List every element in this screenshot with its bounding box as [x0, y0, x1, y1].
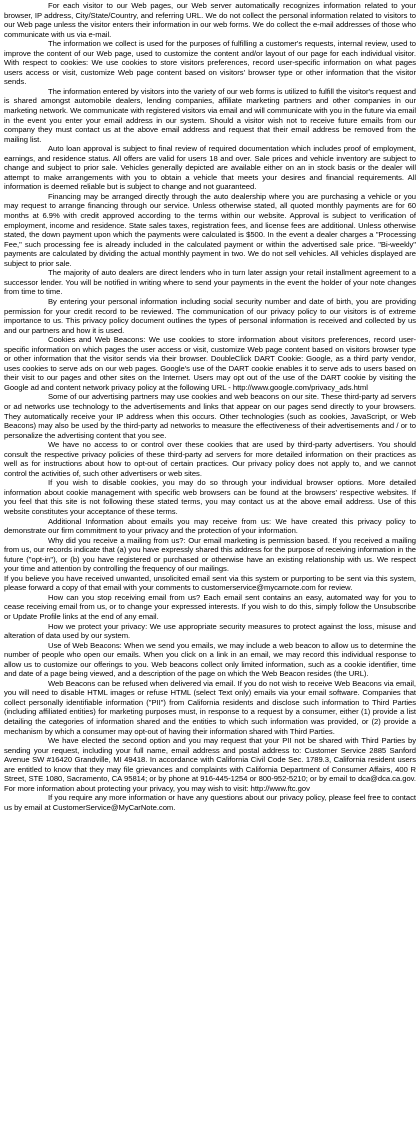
policy-paragraph: By entering your personal information including social security number and date of birth, you are providing permission for your credit record to be reviewed. The communication of our privacy policy to our visitors is of extreme importance to us. This privacy policy document outlines the types of personal information is received and collected by us and our partners and how it is used. [4, 296, 416, 335]
policy-paragraph: Why did you receive a mailing from us?: Our email marketing is permission based. If you received a mailing from us, our records indicate that (a) you have expressly shared this address for the purpose of receiving information in the future ("opt-in"), or (b) you have registered or purchased or otherwise have an existing relationship with us. We respect your time and attention by controlling the frequency of our mailings. [4, 535, 416, 574]
policy-paragraph: Additional Information about emails you may receive from us: We have created this privacy policy to demonstrate our firm commitment to your privacy and the protection of your information. [4, 516, 416, 536]
policy-paragraph: Web Beacons can be refused when delivered via email. If you do not wish to receive Web Beacons via email, you will need to disable HTML images or refuse HTML (select Text only) emails via your email software. Companies that collect personally identifiable information ("PII") from California residents and disclose such information to Third Parties (including affiliated entities) for marketing purposes must, in response to a request by a consumer, either (1) provide a list detailing the categories of information shared and the entities to which such information was provided, or (2) provide a mechanism by which a consumer may opt-out of having their information shared with Third Parties. [4, 678, 416, 736]
policy-paragraph: Financing may be arranged directly through the auto dealership where you are purchasing a vehicle or you may request to arrange financing through our service. Unless otherwise stated, all quoted monthly payments are for 60 months at 6.9% with credit approved according to the terms within our website. Approval is subject to verification of employment, income and residence. State sales taxes, registration fees, and license fees are additional. Unless otherwise stated, the down payment upon which the payments were calculated is $500. In the event a dealer charges a "Processing Fee," such processing fee is already included in the calculated payment or within the advertised sale price. "Bi-weekly" payments are calculated by dividing the actual monthly payment in two. We do not sell vehicles. All vehicles displayed are subject to prior sale. [4, 191, 416, 268]
policy-paragraph: If you believe you have received unwanted, unsolicited email sent via this system or purporting to be sent via this system, please forward a copy of that email with your comments to customerservice@mycarnote.com for review. [4, 573, 416, 593]
policy-paragraph: We have no access to or control over these cookies that are used by third-party advertisers. You should consult the respective privacy policies of these third-party ad servers for more detailed information on their practices as well as for instructions about how to opt-out of certain practices. Our privacy policy does not apply to, and we cannot control the activities of, such other advertisers or web sites. [4, 440, 416, 478]
policy-paragraph: Cookies and Web Beacons: We use cookies to store information about visitors preferences, record user-specific information on which pages the user access or visit, customize Web page content based on visitors browser type or other information that the visitor sends via their browser. DoubleClick DART Cookie: Google, as a third party vendor, uses cookies to serve ads on our web pages. Google's use of the DART cookie enables it to serve ads to users based on their visit to our pages and other sites on the Internet. Users may opt out of the use of the DART cookie by visiting the Google ad and content network privacy policy at the following URL - http://www.google.com/privacy_ads.html [4, 335, 416, 392]
policy-paragraph: How can you stop receiving email from us? Each email sent contains an easy, automated way for you to cease receiving email from us, or to change your expressed interests. If you wish to do this, simply follow the Unsubscribe or Update Profile links at the end of any email. [4, 592, 416, 621]
policy-paragraph: The majority of auto dealers are direct lenders who in turn later assign your retail installment agreement to a successor lender. You will be notified in writing where to send your payments in the event the holder of your note changes from time to time. [4, 268, 416, 297]
policy-paragraph: The information we collect is used for the purposes of fulfilling a customer's requests, internal review, used to improve the content of our Web page, used to customize the content and/or layout of our page for each individual visitor. With respect to cookies: We use cookies to store visitors preferences, record user-specific information on what pages users access or visit, customize Web page content based on visitors' browser type or other information that the visitor sends. [4, 39, 416, 87]
policy-paragraph: The information entered by visitors into the variety of our web forms is utilized to fulfill the visitor's request and is shared amongst automobile dealers, lending companies, affiliate marketing partners and other companies in our marketing network. We communicate with registered visitors via email and will communicate with you in the future via email in the event you enter your email address in our system. Should a visitor wish not to receive future emails from our company they must contact us at the above email address and request that their email address be removed from the mailing list. [4, 86, 416, 144]
policy-paragraph: For each visitor to our Web pages, our Web server automatically recognizes information related to your browser, IP address, City/State/Country, and referring URL. We do not collect the personal information related to visitors to our Web page unless the visitor enters their information in our web forms. We do collect the e-mail addresses of those who communicate with us via e-mail. [4, 1, 416, 39]
policy-paragraph: We have elected the second option and you may request that your PII not be shared with Third Parties by sending your request, including your full name, email address and postal address to: Customer Service 2885 Sanford Avenue SW #16420 Grandville, MI 49418. In accordance with California Civil Code Sec. 1789.3, California resident users are entitled to know that they may file grievances and complaints with California Department of Consumer Affairs, 400 R Street, STE 1080, Sacramento, CA 95814; or by phone at 916-445-1254 or 800-952-5210; or by email to dca@dca.ca.gov. For more information about protecting your privacy, you may wish to visit: http://www.ftc.gov [4, 736, 416, 793]
policy-paragraph: Some of our advertising partners may use cookies and web beacons on our site. These third-party ad servers or ad networks use technology to the advertisements and links that appear on our pages send directly to your browsers. They automatically receive your IP address when this occurs. Other technologies (such as cookies, JavaScript, or Web Beacons) may also be used by the third-party ad networks to measure the effectiveness of their advertisements and / or to personalize the advertising content that you see. [4, 392, 416, 440]
policy-paragraph: If you wish to disable cookies, you may do so through your individual browser options. More detailed information about cookie management with specific web browsers can be found at the browsers' respective websites. If you feel that this site is not following these stated terms, you may contact us at the above email address. Use of this website constitutes your acceptance of these terms. [4, 478, 416, 516]
policy-paragraph: Use of Web Beacons: When we send you emails, we may include a web beacon to allow us to determine the number of people who open our emails. When you click on a link in an email, we may record this individual response to allow us to customize our offerings to you. Web beacons collect only limited information, such as a cookie identifier, time and date of a page being viewed, and a description of the page on which the Web Beacon resides (the URL). [4, 640, 416, 679]
policy-paragraph: How we protect your privacy: We use appropriate security measures to protect against the loss, misuse and alteration of data used by our system. [4, 621, 416, 641]
policy-paragraph: If you require any more information or have any questions about our privacy policy, please feel free to contact us by email at CustomerService@MyCarNote.com. [4, 793, 416, 812]
policy-paragraph: Auto loan approval is subject to final review of required documentation which includes proof of employment, earnings, and residence status. All offers are valid for users 18 and over. Sale prices and vehicle inventory are subject to change and subject to prior sale. Vehicles generally depicted are available either on an in stock basis or the dealer will attempt to make arrangements with you to obtain a vehicle that meets your desires and financial requirements. All information is deemed reliable but is subject to change and not guaranteed. [4, 144, 416, 192]
